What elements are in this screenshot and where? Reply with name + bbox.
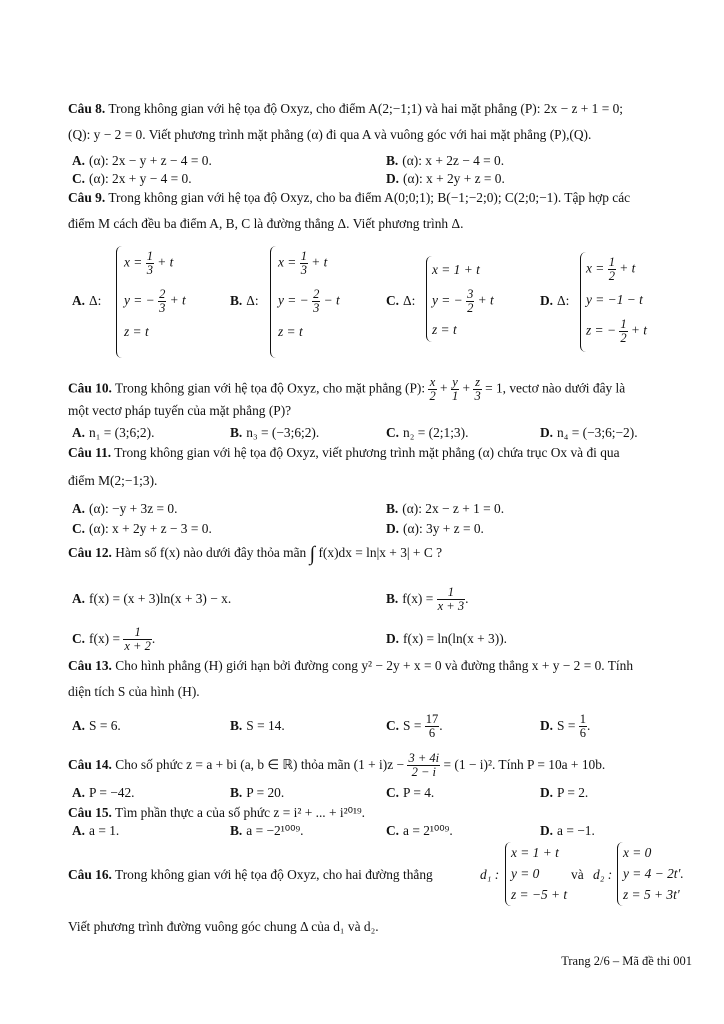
q16-line2: Viết phương trình đường vuông góc chung Δ của d₁ và d₂.: [68, 919, 379, 934]
q14-line1: Câu 14. Cho số phức z = a + bi (a, b ∈ ℝ) thỏa mãn (1 + i)z − $\frac{3 + 4i}{2 - i}$ = (1 − i)². Tính P = 10a + 10b.: [68, 751, 606, 780]
q8-option-c: C. (α): 2x + y − 4 = 0.: [72, 171, 192, 186]
q16-d2-eq3: z = 5 + 3t': [623, 887, 680, 902]
q14-option-c: C. P = 4.: [386, 785, 435, 800]
q12-option-a: A. f(x) = (x + 3)ln(x + 3) − x.: [72, 591, 232, 606]
q11-option-a: A. (α): −y + 3z = 0.: [72, 501, 178, 516]
q9-d-eq3: z = − $\frac{1}{2}$ + t: [586, 317, 648, 345]
q12-option-b: B. f(x) = $\frac{1}{x + 3}$ .: [386, 585, 469, 614]
q9-b-brace: [270, 246, 277, 358]
q9-c-eq2: y = − $\frac{3}{2}$ + t: [432, 287, 494, 315]
q12-option-d: D. f(x) = ln(ln(x + 3)).: [386, 631, 508, 646]
q11-option-c: C. (α): x + 2y + z − 3 = 0.: [72, 521, 212, 536]
q15-option-a: A. a = 1.: [72, 823, 120, 838]
q11-option-d: D. (α): 3y + z = 0.: [386, 521, 484, 536]
q8-line1: [68, 100, 623, 118]
q9-d-eq1: x = $\frac{1}{2}$ + t: [586, 255, 636, 283]
q12-option-c: C. f(x) = $\frac{1}{x + 2}$ .: [72, 625, 156, 654]
q9-c-eq3: z = t: [432, 322, 457, 337]
q8-text1: Trong không gian với hệ tọa độ Oxyz, cho điểm A(2;−1;1) và hai mặt phẳng (P): 2x − z + 1 = 0;: [108, 101, 624, 116]
q10-option-b: B. n₃ = (−3;6;2).: [230, 425, 320, 440]
q9-a-eq1: x = $\frac{1}{3}$ + t: [124, 249, 174, 277]
q13-option-c: C. S = $\frac{17}{6}$ .: [386, 712, 443, 741]
q16-d1-eq2: y = 0: [511, 866, 540, 881]
q16-d1-eq3: z = −5 + t: [511, 887, 568, 902]
q9-d-eq2: y = −1 − t: [586, 292, 643, 307]
q10-option-c: C. n₂ = (2;1;3).: [386, 425, 469, 440]
q9-a-brace: [116, 246, 123, 358]
q9-a-eq2: y = − $\frac{2}{3}$ + t: [124, 287, 186, 315]
q8-label: Câu 8.: [68, 101, 106, 116]
q15-option-d: D. a = −1.: [540, 823, 595, 838]
q13-line1: Câu 13. Cho hình phẳng (H) giới hạn bởi đường cong y² − 2y + x = 0 và đường thẳng x + y − 2 = 0. Tính: [68, 658, 634, 673]
q16-d2-eq1: x = 0: [623, 845, 652, 860]
q10-line1: Câu 10. Trong không gian với hệ tọa độ Oxyz, cho mặt phẳng (P): $\frac{x}{2}$ + $\frac{y}{1}$ + $\frac{z}{3}$ = 1, vectơ nào dưới đây là: [68, 375, 626, 403]
q11-line2: điểm M(2;−1;3).: [68, 473, 158, 488]
q9-option-b-label: B. Δ:: [230, 293, 259, 308]
q14-option-d: D. P = 2.: [540, 785, 589, 800]
q14-option-b: B. P = 20.: [230, 785, 285, 800]
q16-line1: Câu 16. Trong không gian với hệ tọa độ Oxyz, cho hai đường thẳng: [68, 867, 433, 882]
q16-d1-label: d₁ :: [480, 867, 500, 882]
q13-option-d: D. S = $\frac{1}{6}$ .: [540, 712, 591, 741]
integral-symbol: ∫: [309, 542, 316, 565]
q15-line1: Câu 15. Tìm phần thực a của số phức z = i² + ... + i²⁰¹⁹.: [68, 805, 366, 820]
q14-option-a: A. P = −42.: [72, 785, 135, 800]
q9-option-c-label: C. Δ:: [386, 293, 416, 308]
q10-option-d: D. n₄ = (−3;6;−2).: [540, 425, 638, 440]
q9-b-eq1: x = $\frac{1}{3}$ + t: [278, 249, 328, 277]
q11-option-b: B. (α): 2x − z + 1 = 0.: [386, 501, 505, 516]
q10-option-a: A. n₁ = (3;6;2).: [72, 425, 155, 440]
q13-line2: diện tích S của hình (H).: [68, 684, 200, 699]
q13-option-b: B. S = 14.: [230, 718, 285, 733]
q16-d2-eq2: y = 4 − 2t'.: [623, 866, 684, 881]
q12-line1: Câu 12. Hàm số f(x) nào dưới đây thỏa mãn ∫ f(x)dx = ln|x + 3| + C ?: [68, 542, 443, 565]
q9-a-eq3: z = t: [124, 324, 149, 339]
q9-line1: Câu 9. Trong không gian với hệ tọa độ Oxyz, cho ba điểm A(0;0;1); B(−1;−2;0); C(2;0;−1). Tập hợp các: [68, 190, 631, 205]
q9-option-d-label: D. Δ:: [540, 293, 570, 308]
q9-option-a-label: A. Δ:: [72, 293, 102, 308]
q15-option-b: B. a = −2¹⁰⁰⁹.: [230, 823, 304, 838]
q10-line2: một vectơ pháp tuyến của mặt phẳng (P)?: [68, 403, 292, 418]
q16-and: và: [571, 867, 584, 882]
q9-line2: điểm M cách đều ba điểm A, B, C là đường thẳng Δ. Viết phương trình Δ.: [68, 216, 464, 231]
q9-b-eq2: y = − $\frac{2}{3}$ − t: [278, 287, 340, 315]
q8-option-a: A. (α): 2x − y + z − 4 = 0.: [72, 153, 212, 168]
q8-option-b: B. (α): x + 2z − 4 = 0.: [386, 153, 505, 168]
q8-line2: (Q): y − 2 = 0. Viết phương trình mặt phẳng (α) đi qua A và vuông góc với hai mặt phẳng (P),(Q).: [68, 127, 592, 142]
q13-option-a: A. S = 6.: [72, 718, 121, 733]
q11-line1: Câu 11. Trong không gian với hệ tọa độ Oxyz, viết phương trình mặt phẳng (α) chứa trục Ox và đi qua: [68, 445, 620, 460]
q16-d2-label: d₂ :: [593, 867, 613, 882]
q9-b-eq3: z = t: [278, 324, 303, 339]
q16-d1-eq1: x = 1 + t: [511, 845, 559, 860]
page-footer: Trang 2/6 – Mã đề thi 001: [561, 954, 692, 968]
q15-option-c: C. a = 2¹⁰⁰⁹.: [386, 823, 453, 838]
q8-option-d: D. (α): x + 2y + z = 0.: [386, 171, 505, 186]
q9-c-eq1: x = 1 + t: [432, 262, 480, 277]
